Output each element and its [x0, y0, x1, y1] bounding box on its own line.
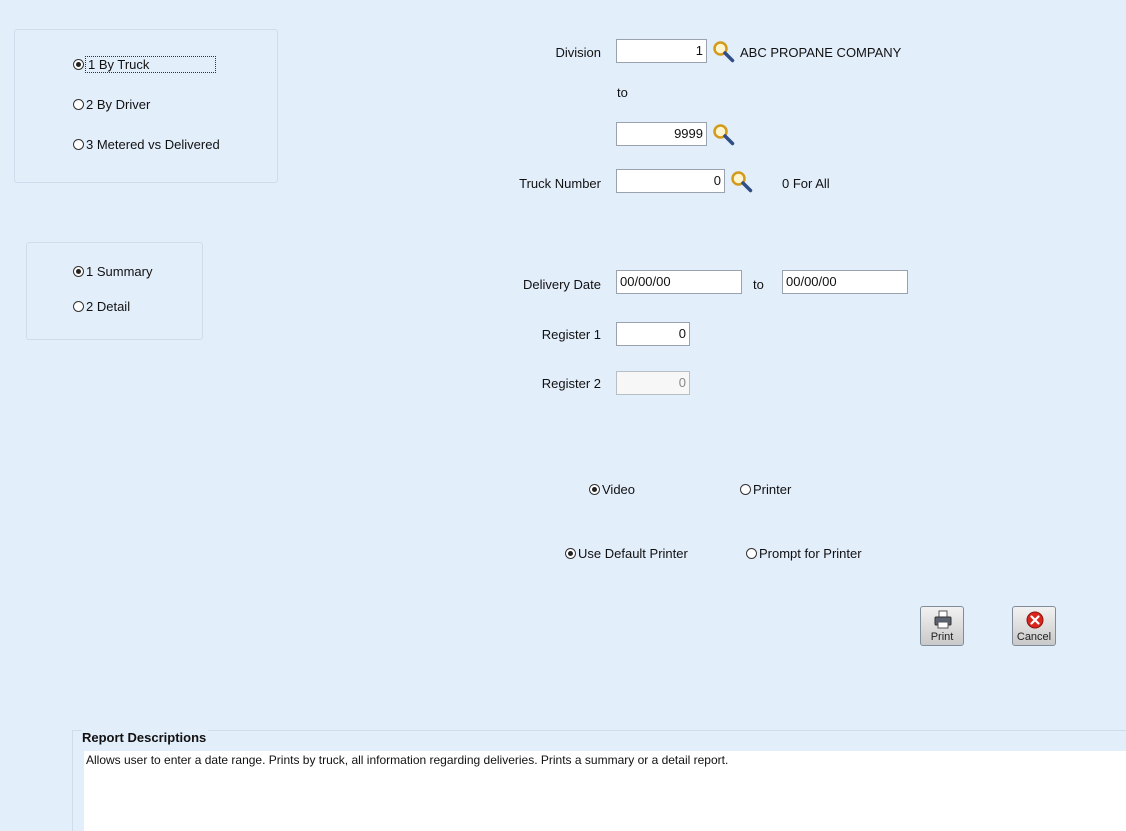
delivery-date-from-field[interactable]: 00/00/00 [616, 270, 742, 294]
cancel-button[interactable] [1012, 606, 1056, 646]
radio-label: 2 Detail [86, 299, 131, 314]
radio-button-checked[interactable] [73, 59, 84, 70]
radio-label: 1 Summary [86, 264, 153, 279]
radio-button[interactable] [73, 301, 84, 312]
radio-label: 3 Metered vs Delivered [86, 137, 220, 152]
division-from-field[interactable]: 1 [616, 39, 707, 63]
print-button[interactable] [920, 606, 964, 646]
radio-label: Prompt for Printer [759, 546, 862, 561]
division-to-field[interactable]: 9999 [616, 122, 707, 146]
radio-label: Video [602, 482, 636, 497]
division-to-label: to [617, 85, 628, 100]
radio-prompt-for-printer[interactable] [746, 546, 862, 561]
delivery-date-to-field[interactable]: 00/00/00 [782, 270, 908, 294]
print-button-label: Print [930, 631, 954, 643]
search-icon[interactable] [729, 169, 753, 193]
radio-label: Printer [753, 482, 792, 497]
radio-by-truck[interactable] [73, 57, 215, 72]
report-description-text: Allows user to enter a date range. Prints by truck, all information regarding deliveries. Prints a summary or a detail report. [86, 753, 729, 767]
radio-button[interactable] [740, 484, 751, 495]
radio-label: 2 By Driver [86, 97, 151, 112]
truck-hint: 0 For All [782, 176, 830, 191]
radio-label: Use Default Printer [578, 546, 688, 561]
radio-detail[interactable] [73, 299, 130, 314]
radio-metered-vs-delivered[interactable] [73, 137, 220, 152]
company-name: ABC PROPANE COMPANY [740, 45, 902, 60]
printer-icon [933, 610, 953, 630]
radio-button[interactable] [746, 548, 757, 559]
radio-by-driver[interactable] [73, 97, 150, 112]
truck-number-label: Truck Number [519, 176, 601, 191]
register-2-label: Register 2 [541, 376, 601, 391]
report-description-box [84, 751, 1126, 831]
register-2-field: 0 [616, 371, 690, 395]
radio-summary[interactable] [73, 264, 152, 279]
radio-button[interactable] [73, 99, 84, 110]
cancel-button-label: Cancel [1016, 631, 1052, 643]
truck-number-field[interactable]: 0 [616, 169, 725, 193]
delivery-date-to-label: to [753, 277, 764, 292]
delivery-date-label: Delivery Date [522, 277, 601, 292]
radio-label: 1 By Truck [86, 57, 215, 72]
register-1-field[interactable]: 0 [616, 322, 690, 346]
radio-button-checked[interactable] [589, 484, 600, 495]
register-1-label: Register 1 [541, 327, 601, 342]
division-label: Division [555, 45, 601, 60]
report-description-title: Report Descriptions [82, 730, 207, 745]
radio-video[interactable] [589, 482, 635, 497]
cancel-icon [1026, 611, 1044, 629]
radio-printer[interactable] [740, 482, 791, 497]
detail-level-group [26, 242, 203, 340]
radio-button-checked[interactable] [73, 266, 84, 277]
search-icon[interactable] [711, 39, 735, 63]
radio-button-checked[interactable] [565, 548, 576, 559]
search-icon[interactable] [711, 122, 735, 146]
radio-button[interactable] [73, 139, 84, 150]
radio-use-default-printer[interactable] [565, 546, 688, 561]
